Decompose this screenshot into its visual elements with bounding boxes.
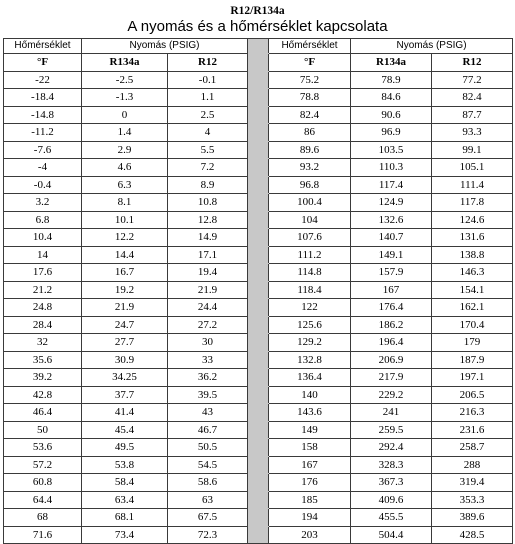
r12-cell: 39.5 <box>168 386 248 404</box>
temp-cell: 3.2 <box>4 194 82 212</box>
column-gap <box>248 246 269 264</box>
temp-cell: 176 <box>269 474 351 492</box>
r134a-cell: -2.5 <box>82 71 168 89</box>
column-gap <box>248 281 269 299</box>
r134a-cell: 217.9 <box>351 369 432 387</box>
temp-cell: 118.4 <box>269 281 351 299</box>
r12-cell: 67.5 <box>168 509 248 527</box>
table-row <box>4 491 513 509</box>
column-gap <box>248 141 269 159</box>
temp-cell: 42.8 <box>4 386 82 404</box>
r12-cell: 111.4 <box>432 176 513 194</box>
r134a-cell: 90.6 <box>351 106 432 124</box>
r12-cell: 138.8 <box>432 246 513 264</box>
r12-cell: 46.7 <box>168 421 248 439</box>
temp-cell: 57.2 <box>4 456 82 474</box>
r134a-cell: 58.4 <box>82 474 168 492</box>
table-row <box>4 404 513 422</box>
r12-cell: 82.4 <box>432 89 513 107</box>
temp-cell: 100.4 <box>269 194 351 212</box>
table-row <box>4 229 513 247</box>
r134a-cell: 110.3 <box>351 159 432 177</box>
r12-cell: 231.6 <box>432 421 513 439</box>
column-gap <box>248 39 269 54</box>
header-row-units <box>4 54 513 72</box>
r134a-cell: 8.1 <box>82 194 168 212</box>
r12-cell: 27.2 <box>168 316 248 334</box>
temp-cell: 75.2 <box>269 71 351 89</box>
r12-cell: 146.3 <box>432 264 513 282</box>
r12-cell: 389.6 <box>432 509 513 527</box>
temp-cell: 136.4 <box>269 369 351 387</box>
column-gap <box>248 316 269 334</box>
temp-cell: 194 <box>269 509 351 527</box>
r12-cell: 187.9 <box>432 351 513 369</box>
r12-cell: 33 <box>168 351 248 369</box>
column-gap <box>248 159 269 177</box>
temp-cell: 114.8 <box>269 264 351 282</box>
pressure-header-left: Nyomás (PSIG) <box>82 39 248 54</box>
column-gap <box>248 439 269 457</box>
temp-header-right: Hőmérséklet <box>269 39 351 54</box>
r12-cell: 93.3 <box>432 124 513 142</box>
r12-cell: 19.4 <box>168 264 248 282</box>
temp-cell: -4 <box>4 159 82 177</box>
r12-cell: 43 <box>168 404 248 422</box>
r12-cell: 10.8 <box>168 194 248 212</box>
r12-cell: 353.3 <box>432 491 513 509</box>
temp-cell: 122 <box>269 299 351 317</box>
r134a-cell: 103.5 <box>351 141 432 159</box>
temp-cell: 24.8 <box>4 299 82 317</box>
table-row <box>4 159 513 177</box>
temp-cell: 104 <box>269 211 351 229</box>
table-row <box>4 386 513 404</box>
temp-cell: 96.8 <box>269 176 351 194</box>
r134a-cell: 206.9 <box>351 351 432 369</box>
unit-header-left: °F <box>4 54 82 72</box>
temp-cell: -0.4 <box>4 176 82 194</box>
temp-cell: 140 <box>269 386 351 404</box>
temp-cell: 89.6 <box>269 141 351 159</box>
table-row <box>4 439 513 457</box>
r12-cell: 5.5 <box>168 141 248 159</box>
column-gap <box>248 334 269 352</box>
temp-cell: -11.2 <box>4 124 82 142</box>
r134a-cell: 19.2 <box>82 281 168 299</box>
temp-cell: 17.6 <box>4 264 82 282</box>
r134a-cell: 34.25 <box>82 369 168 387</box>
r12-cell: 1.1 <box>168 89 248 107</box>
pressure-header-right: Nyomás (PSIG) <box>351 39 513 54</box>
r134a-cell: 96.9 <box>351 124 432 142</box>
column-gap <box>248 264 269 282</box>
column-gap <box>248 421 269 439</box>
r12-cell: 124.6 <box>432 211 513 229</box>
table-row <box>4 369 513 387</box>
temp-cell: 53.6 <box>4 439 82 457</box>
temp-cell: 78.8 <box>269 89 351 107</box>
column-gap <box>248 54 269 72</box>
r12-cell: 216.3 <box>432 404 513 422</box>
r12-cell: 4 <box>168 124 248 142</box>
r12-cell: 319.4 <box>432 474 513 492</box>
column-gap <box>248 71 269 89</box>
r12-cell: 162.1 <box>432 299 513 317</box>
temp-cell: 64.4 <box>4 491 82 509</box>
column-gap <box>248 89 269 107</box>
temp-cell: -22 <box>4 71 82 89</box>
column-gap <box>248 194 269 212</box>
column-gap <box>248 491 269 509</box>
r12-cell: 206.5 <box>432 386 513 404</box>
page-title: R12/R134a <box>230 5 285 17</box>
temp-cell: 28.4 <box>4 316 82 334</box>
r12-cell: 105.1 <box>432 159 513 177</box>
temp-cell: 39.2 <box>4 369 82 387</box>
page-subtitle: A nyomás és a hőmérséklet kapcsolata <box>127 18 388 35</box>
temp-cell: 46.4 <box>4 404 82 422</box>
temp-cell: 93.2 <box>269 159 351 177</box>
r134a-cell: 12.2 <box>82 229 168 247</box>
temp-cell: 50 <box>4 421 82 439</box>
r134a-cell: 117.4 <box>351 176 432 194</box>
table-row <box>4 509 513 527</box>
column-gap <box>248 369 269 387</box>
r134a-cell: 68.1 <box>82 509 168 527</box>
temp-cell: 14 <box>4 246 82 264</box>
table-row <box>4 141 513 159</box>
table-row <box>4 124 513 142</box>
r134a-cell: 196.4 <box>351 334 432 352</box>
table-row <box>4 194 513 212</box>
r134a-cell: 78.9 <box>351 71 432 89</box>
temp-cell: 158 <box>269 439 351 457</box>
table-row <box>4 246 513 264</box>
table-row <box>4 316 513 334</box>
r134a-header-right: R134a <box>351 54 432 72</box>
r12-cell: 2.5 <box>168 106 248 124</box>
r12-cell: 288 <box>432 456 513 474</box>
temp-cell: 107.6 <box>269 229 351 247</box>
r134a-cell: 132.6 <box>351 211 432 229</box>
r134a-cell: 167 <box>351 281 432 299</box>
column-gap <box>248 404 269 422</box>
r134a-cell: 328.3 <box>351 456 432 474</box>
r12-cell: 258.7 <box>432 439 513 457</box>
r134a-cell: 4.6 <box>82 159 168 177</box>
temp-cell: 6.8 <box>4 211 82 229</box>
r134a-cell: 84.6 <box>351 89 432 107</box>
r134a-cell: 63.4 <box>82 491 168 509</box>
table-row <box>4 299 513 317</box>
r134a-cell: 504.4 <box>351 526 432 544</box>
r12-cell: 77.2 <box>432 71 513 89</box>
table-row <box>4 106 513 124</box>
r12-cell: 14.9 <box>168 229 248 247</box>
temp-cell: 86 <box>269 124 351 142</box>
pressure-temperature-table <box>3 38 513 544</box>
r134a-cell: 16.7 <box>82 264 168 282</box>
temp-cell: -7.6 <box>4 141 82 159</box>
r134a-cell: -1.3 <box>82 89 168 107</box>
column-gap <box>248 229 269 247</box>
r134a-cell: 21.9 <box>82 299 168 317</box>
table-row <box>4 421 513 439</box>
r134a-cell: 2.9 <box>82 141 168 159</box>
r12-cell: 87.7 <box>432 106 513 124</box>
temp-cell: 60.8 <box>4 474 82 492</box>
r12-cell: 131.6 <box>432 229 513 247</box>
r12-cell: -0.1 <box>168 71 248 89</box>
r134a-cell: 292.4 <box>351 439 432 457</box>
r12-cell: 21.9 <box>168 281 248 299</box>
header-row-labels <box>4 39 513 54</box>
r12-cell: 30 <box>168 334 248 352</box>
r12-cell: 17.1 <box>168 246 248 264</box>
column-gap <box>248 526 269 544</box>
r134a-cell: 229.2 <box>351 386 432 404</box>
r134a-cell: 124.9 <box>351 194 432 212</box>
unit-header-right: °F <box>269 54 351 72</box>
r134a-cell: 455.5 <box>351 509 432 527</box>
r12-cell: 36.2 <box>168 369 248 387</box>
r134a-cell: 45.4 <box>82 421 168 439</box>
column-gap <box>248 386 269 404</box>
temp-cell: 125.6 <box>269 316 351 334</box>
r134a-cell: 73.4 <box>82 526 168 544</box>
table-row <box>4 281 513 299</box>
r134a-cell: 27.7 <box>82 334 168 352</box>
column-gap <box>248 509 269 527</box>
r12-cell: 170.4 <box>432 316 513 334</box>
r12-cell: 50.5 <box>168 439 248 457</box>
table-row <box>4 211 513 229</box>
column-gap <box>248 176 269 194</box>
table-row <box>4 264 513 282</box>
r134a-cell: 49.5 <box>82 439 168 457</box>
temp-cell: 111.2 <box>269 246 351 264</box>
r134a-cell: 259.5 <box>351 421 432 439</box>
r134a-cell: 241 <box>351 404 432 422</box>
table-row <box>4 351 513 369</box>
r134a-cell: 10.1 <box>82 211 168 229</box>
temp-cell: -14.8 <box>4 106 82 124</box>
r12-cell: 154.1 <box>432 281 513 299</box>
r12-cell: 428.5 <box>432 526 513 544</box>
r134a-cell: 157.9 <box>351 264 432 282</box>
r134a-cell: 409.6 <box>351 491 432 509</box>
temp-cell: 203 <box>269 526 351 544</box>
r12-cell: 7.2 <box>168 159 248 177</box>
temp-cell: 167 <box>269 456 351 474</box>
temp-cell: 68 <box>4 509 82 527</box>
r12-cell: 197.1 <box>432 369 513 387</box>
r12-cell: 54.5 <box>168 456 248 474</box>
r134a-cell: 140.7 <box>351 229 432 247</box>
table-row <box>4 176 513 194</box>
table-row <box>4 334 513 352</box>
r12-cell: 63 <box>168 491 248 509</box>
temp-cell: 149 <box>269 421 351 439</box>
r134a-cell: 1.4 <box>82 124 168 142</box>
r12-cell: 179 <box>432 334 513 352</box>
r12-cell: 72.3 <box>168 526 248 544</box>
temp-cell: 143.6 <box>269 404 351 422</box>
r134a-cell: 53.8 <box>82 456 168 474</box>
r134a-header-left: R134a <box>82 54 168 72</box>
r12-header-left: R12 <box>168 54 248 72</box>
r134a-cell: 30.9 <box>82 351 168 369</box>
r134a-cell: 186.2 <box>351 316 432 334</box>
r12-cell: 58.6 <box>168 474 248 492</box>
temp-cell: 129.2 <box>269 334 351 352</box>
temp-cell: 10.4 <box>4 229 82 247</box>
temp-cell: 35.6 <box>4 351 82 369</box>
r134a-cell: 367.3 <box>351 474 432 492</box>
r12-cell: 12.8 <box>168 211 248 229</box>
temp-header-left: Hőmérséklet <box>4 39 82 54</box>
column-gap <box>248 351 269 369</box>
r134a-cell: 0 <box>82 106 168 124</box>
column-gap <box>248 474 269 492</box>
temp-cell: 185 <box>269 491 351 509</box>
r12-cell: 99.1 <box>432 141 513 159</box>
r12-cell: 24.4 <box>168 299 248 317</box>
r134a-cell: 37.7 <box>82 386 168 404</box>
column-gap <box>248 106 269 124</box>
column-gap <box>248 211 269 229</box>
title-block <box>3 5 512 38</box>
r134a-cell: 41.4 <box>82 404 168 422</box>
temp-cell: 82.4 <box>269 106 351 124</box>
table-row <box>4 526 513 544</box>
r134a-cell: 176.4 <box>351 299 432 317</box>
temp-cell: 32 <box>4 334 82 352</box>
table-row <box>4 71 513 89</box>
column-gap <box>248 124 269 142</box>
r134a-cell: 14.4 <box>82 246 168 264</box>
column-gap <box>248 299 269 317</box>
r12-cell: 8.9 <box>168 176 248 194</box>
r134a-cell: 6.3 <box>82 176 168 194</box>
temp-cell: 71.6 <box>4 526 82 544</box>
r12-cell: 117.8 <box>432 194 513 212</box>
table-row <box>4 474 513 492</box>
temp-cell: 21.2 <box>4 281 82 299</box>
temp-cell: 132.8 <box>269 351 351 369</box>
r134a-cell: 24.7 <box>82 316 168 334</box>
r12-header-right: R12 <box>432 54 513 72</box>
temp-cell: -18.4 <box>4 89 82 107</box>
r134a-cell: 149.1 <box>351 246 432 264</box>
table-row <box>4 89 513 107</box>
